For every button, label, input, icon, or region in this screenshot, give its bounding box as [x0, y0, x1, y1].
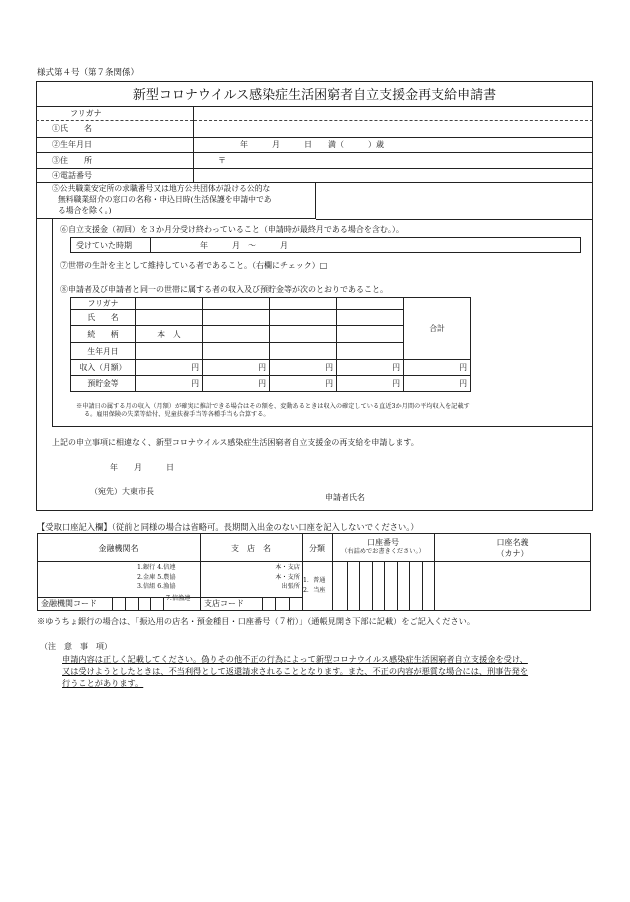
acct-no-note: （右詰めでお書きください。） — [341, 548, 425, 555]
branch-code-digits[interactable] — [262, 597, 302, 610]
self-label: 本 人 — [136, 326, 203, 343]
acct-type-option[interactable]: 1．普通 — [303, 577, 326, 584]
category-header: 分類 — [309, 544, 325, 553]
household-cell[interactable] — [270, 326, 337, 343]
declaration: 上記の申立事項に相違なく、新型コロナウイルス感染症生活困窮者自立支援金の再支給を申請します。 — [52, 438, 419, 447]
form-number: 様式第４号（第７条関係） — [37, 68, 140, 78]
digit-box[interactable] — [397, 561, 409, 610]
period-box — [70, 237, 581, 253]
branch-name-header: 支 店 名 — [231, 544, 271, 553]
household-cell[interactable] — [203, 343, 270, 360]
acct-no-header: 口座番号 — [367, 538, 399, 547]
address-label: ③住 所 — [36, 152, 194, 168]
acct-type-option[interactable]: 2．当座 — [303, 586, 326, 594]
digit-box[interactable] — [289, 597, 302, 610]
furigana-field[interactable] — [194, 107, 594, 120]
job-center-label — [36, 182, 316, 219]
digit-box[interactable] — [138, 597, 151, 610]
applicant-signature-label: 申請者氏名 — [325, 493, 365, 502]
kana-header: （カナ） — [496, 549, 529, 558]
date-line[interactable]: 年 月 日 — [110, 463, 174, 472]
phone-label: ④電話番号 — [36, 168, 194, 182]
household-dob-label: 生年月日 — [71, 343, 136, 360]
branch-type-option[interactable]: 本・支店 — [275, 564, 300, 571]
note-line: る。雇用保険の失業等給付、児童扶養手当等各種手当も合算する。 — [84, 411, 270, 418]
bank-header: 【受取口座記入欄】（従前と同様の場合は省略可。長期間入出金のない口座を記入しないでください。） — [37, 522, 419, 532]
household-name-label: 氏 名 — [71, 310, 136, 326]
digit-box[interactable] — [125, 597, 138, 610]
name-label: ①氏 名 — [36, 120, 194, 137]
yen-unit[interactable]: 円 — [136, 376, 203, 392]
household-cell[interactable] — [136, 343, 203, 360]
household-cell[interactable] — [337, 298, 404, 310]
digit-box[interactable] — [422, 561, 434, 610]
household-cell[interactable] — [337, 310, 404, 326]
household-cell[interactable] — [203, 310, 270, 326]
job-center-line: る場合を除く。) — [58, 206, 112, 215]
inst-type-option[interactable]: 7.信漁連 — [166, 595, 191, 602]
inst-code-digits[interactable] — [112, 597, 164, 610]
household-cell[interactable] — [270, 298, 337, 310]
caution-list — [62, 653, 592, 689]
section8-text: ⑧申請者及び申請者と同一の世帯に属する者の収入及び預貯金等が次のとおりであること。 — [60, 285, 388, 294]
dob-field[interactable]: 年 月 日 満（ ）歳 — [194, 137, 594, 152]
acct-holder-field[interactable] — [435, 562, 589, 609]
acct-holder-header: 口座名義 — [496, 538, 529, 547]
acct-type-options[interactable] — [303, 576, 326, 595]
phone-field[interactable] — [194, 168, 594, 182]
caution-line: 又は受けようとしたときは、不当利得として返還請求されることとなります。また、不正の内容が悪質な場合には、刑事告発を — [62, 666, 529, 676]
yucho-note: ※ゆうちょ銀行の場合は、「振込用の店名・預金種目・口座番号（７桁）」（通帳見開き下部に記載）をご記入ください。 — [37, 616, 476, 626]
yen-unit[interactable]: 円 — [136, 360, 203, 376]
yen-unit[interactable]: 円 — [404, 360, 471, 376]
section7-text[interactable]: ⑦世帯の生計を主として維持している者であること。（右欄にチェック）□ — [60, 261, 328, 270]
savings-label: 預貯金等 — [71, 376, 136, 392]
period-field[interactable]: 年 月 ～ 月 — [200, 241, 288, 250]
job-center-field[interactable] — [316, 182, 593, 220]
period-label: 受けていた時期 — [76, 241, 132, 250]
digit-box[interactable] — [275, 597, 288, 610]
digit-box[interactable] — [372, 561, 384, 610]
name-field[interactable] — [194, 120, 594, 137]
caution-title: （注 意 事 項） — [40, 642, 112, 651]
household-cell[interactable] — [136, 298, 203, 310]
yen-unit[interactable]: 円 — [270, 360, 337, 376]
inst-type-option[interactable]: 3.信組 6.漁協 — [137, 583, 176, 590]
acct-no-digits[interactable] — [347, 561, 434, 610]
branch-type-options[interactable] — [264, 563, 300, 592]
digit-box[interactable] — [262, 597, 275, 610]
yen-unit[interactable]: 円 — [337, 376, 404, 392]
income-note — [76, 403, 586, 419]
household-relation-label: 続 柄 — [71, 326, 136, 343]
branch-type-option[interactable]: 出張所 — [281, 583, 300, 590]
household-cell[interactable] — [203, 326, 270, 343]
inst-code-label: 金融機関コード — [41, 599, 97, 608]
job-center-line: 無料職業紹介の窓口の名称・申込日時(生活保護を申請中であ — [58, 195, 272, 204]
household-cell[interactable] — [270, 310, 337, 326]
job-center-line: ⑤公共職業安定所の求職番号又は地方公共団体が設ける公的な — [52, 184, 271, 193]
digit-box[interactable] — [150, 597, 164, 610]
yen-unit[interactable]: 円 — [337, 360, 404, 376]
address-field[interactable]: 〒 — [194, 152, 594, 168]
yen-unit[interactable]: 円 — [270, 376, 337, 392]
dob-label: ②生年月日 — [36, 137, 194, 152]
digit-box[interactable] — [359, 561, 371, 610]
note-line: ※申請日の属する月の収入（月額）が確実に推計できる場合はその額を、変動あるときは収入の確定している直近3か月間の平均収入を記載す — [76, 403, 470, 410]
household-table — [70, 297, 471, 392]
inst-type-option[interactable]: 2.金庫 5.農協 — [137, 573, 176, 581]
digit-box[interactable] — [409, 561, 421, 610]
applicant-section — [36, 107, 593, 183]
household-furigana-label: フリガナ — [71, 298, 136, 310]
section6-text: ⑥自立支援金（初回）を３か月分受け終わっていること（申請時が最終月である場合を含む。）。 — [60, 225, 404, 234]
income-label: 収入（月額） — [71, 360, 136, 376]
addressee: （宛先）大東市長 — [90, 487, 154, 496]
household-cell[interactable] — [136, 310, 203, 326]
branch-type-option[interactable]: 本・支所 — [275, 573, 300, 581]
inst-type-option[interactable]: 1.銀行 4.信連 — [137, 564, 176, 571]
inst-type-options[interactable] — [137, 563, 176, 592]
divider — [150, 237, 151, 252]
household-cell[interactable] — [270, 343, 337, 360]
household-cell[interactable] — [337, 326, 404, 343]
yen-unit[interactable]: 円 — [203, 376, 270, 392]
inst-name-header: 金融機関名 — [98, 544, 139, 553]
page-title: 新型コロナウイルス感染症生活困窮者自立支援金再支給申請書 — [132, 88, 497, 103]
yen-unit[interactable]: 円 — [404, 376, 471, 392]
digit-box[interactable] — [347, 561, 359, 610]
total-label: 合計 — [404, 298, 471, 360]
digit-box[interactable] — [112, 597, 125, 610]
caution-line: 申請内容は正しく記載してください。偽りその他不正の行為によって新型コロナウイルス感染症生活困窮者自立支援金を受け、 — [62, 654, 528, 664]
digit-box[interactable] — [384, 561, 396, 610]
branch-code-label: 支店コード — [204, 599, 244, 608]
caution-line: 行うことがあります。 — [62, 678, 144, 688]
furigana-label: フリガナ — [36, 107, 194, 120]
yen-unit[interactable]: 円 — [203, 360, 270, 376]
household-cell[interactable] — [203, 298, 270, 310]
household-cell[interactable] — [337, 343, 404, 360]
